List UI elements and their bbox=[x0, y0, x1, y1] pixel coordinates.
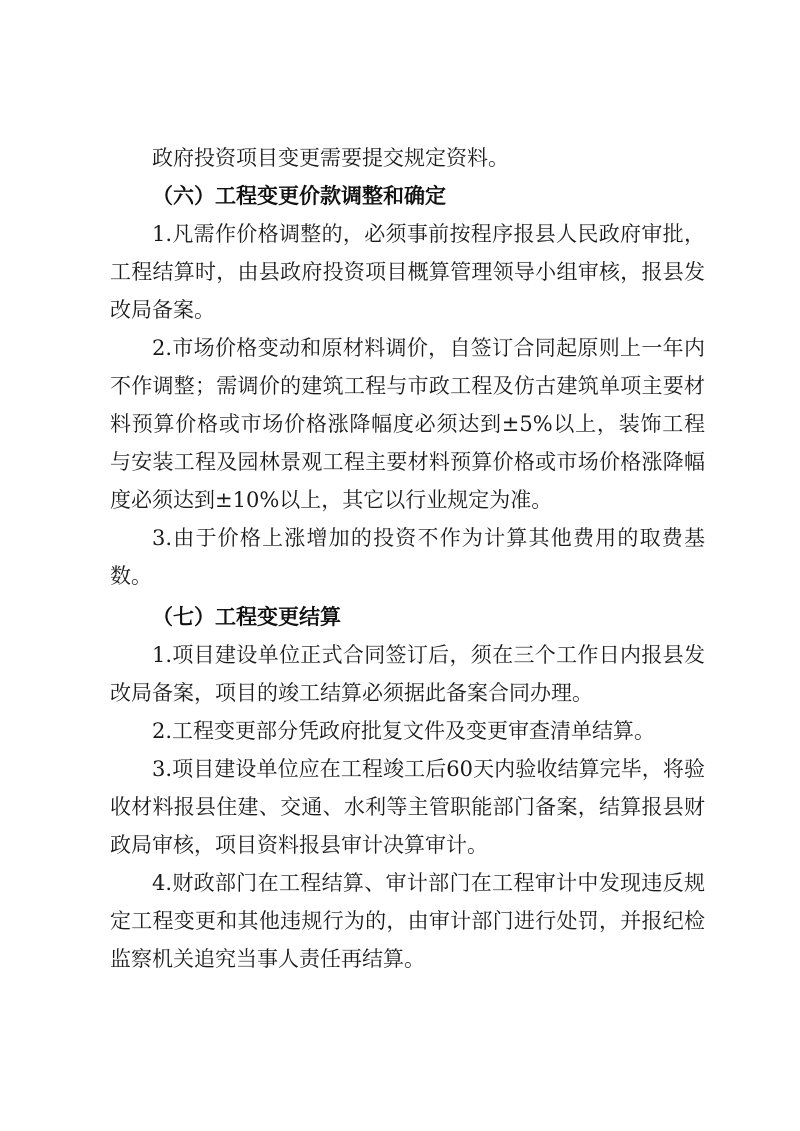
paragraph-7-4: 4.财政部门在工程结算、审计部门在工程审计中发现违反规定工程变更和其他违规行为的，由审计部门进行处罚，并报纪检监察机关追究当事人责任再结算。 bbox=[110, 871, 705, 971]
section-heading-7: （七）工程变更结算 bbox=[152, 605, 341, 629]
paragraph-6-1: 1.凡需作价格调整的，必须事前按程序报县人民政府审批，工程结算时，由县政府投资项目概算管理领导小组审核，报县发改局备案。 bbox=[110, 222, 705, 322]
document-body bbox=[110, 139, 705, 978]
paragraph-7-1: 1.项目建设单位正式合同签订后，须在三个工作日内报县发改局备案，项目的竣工结算必须据此备案合同办理。 bbox=[110, 643, 705, 705]
paragraph-6-2: 2.市场价格变动和原材料调价，自签订合同起原则上一年内不作调整；需调价的建筑工程与市政工程及仿古建筑单项主要材料预算价格或市场价格涨降幅度必须达到±5%以上，装饰工程与安装工程及园林景观工程主要材料预算价格或市场价格涨降幅度必须达到±10%以上，其它以行业规定为准。 bbox=[110, 336, 705, 512]
section-heading-6: （六）工程变更价款调整和确定 bbox=[152, 184, 446, 208]
paragraph-7-3: 3.项目建设单位应在工程竣工后60天内验收结算完毕，将验收材料报县住建、交通、水利等主管职能部门备案，结算报县财政局审核，项目资料报县审计决算审计。 bbox=[110, 757, 705, 857]
paragraph-6-3: 3.由于价格上涨增加的投资不作为计算其他费用的取费基数。 bbox=[110, 526, 705, 588]
paragraph-intro: 政府投资项目变更需要提交规定资料。 bbox=[152, 146, 509, 170]
paragraph-7-2: 2.工程变更部分凭政府批复文件及变更审查清单结算。 bbox=[152, 719, 656, 743]
